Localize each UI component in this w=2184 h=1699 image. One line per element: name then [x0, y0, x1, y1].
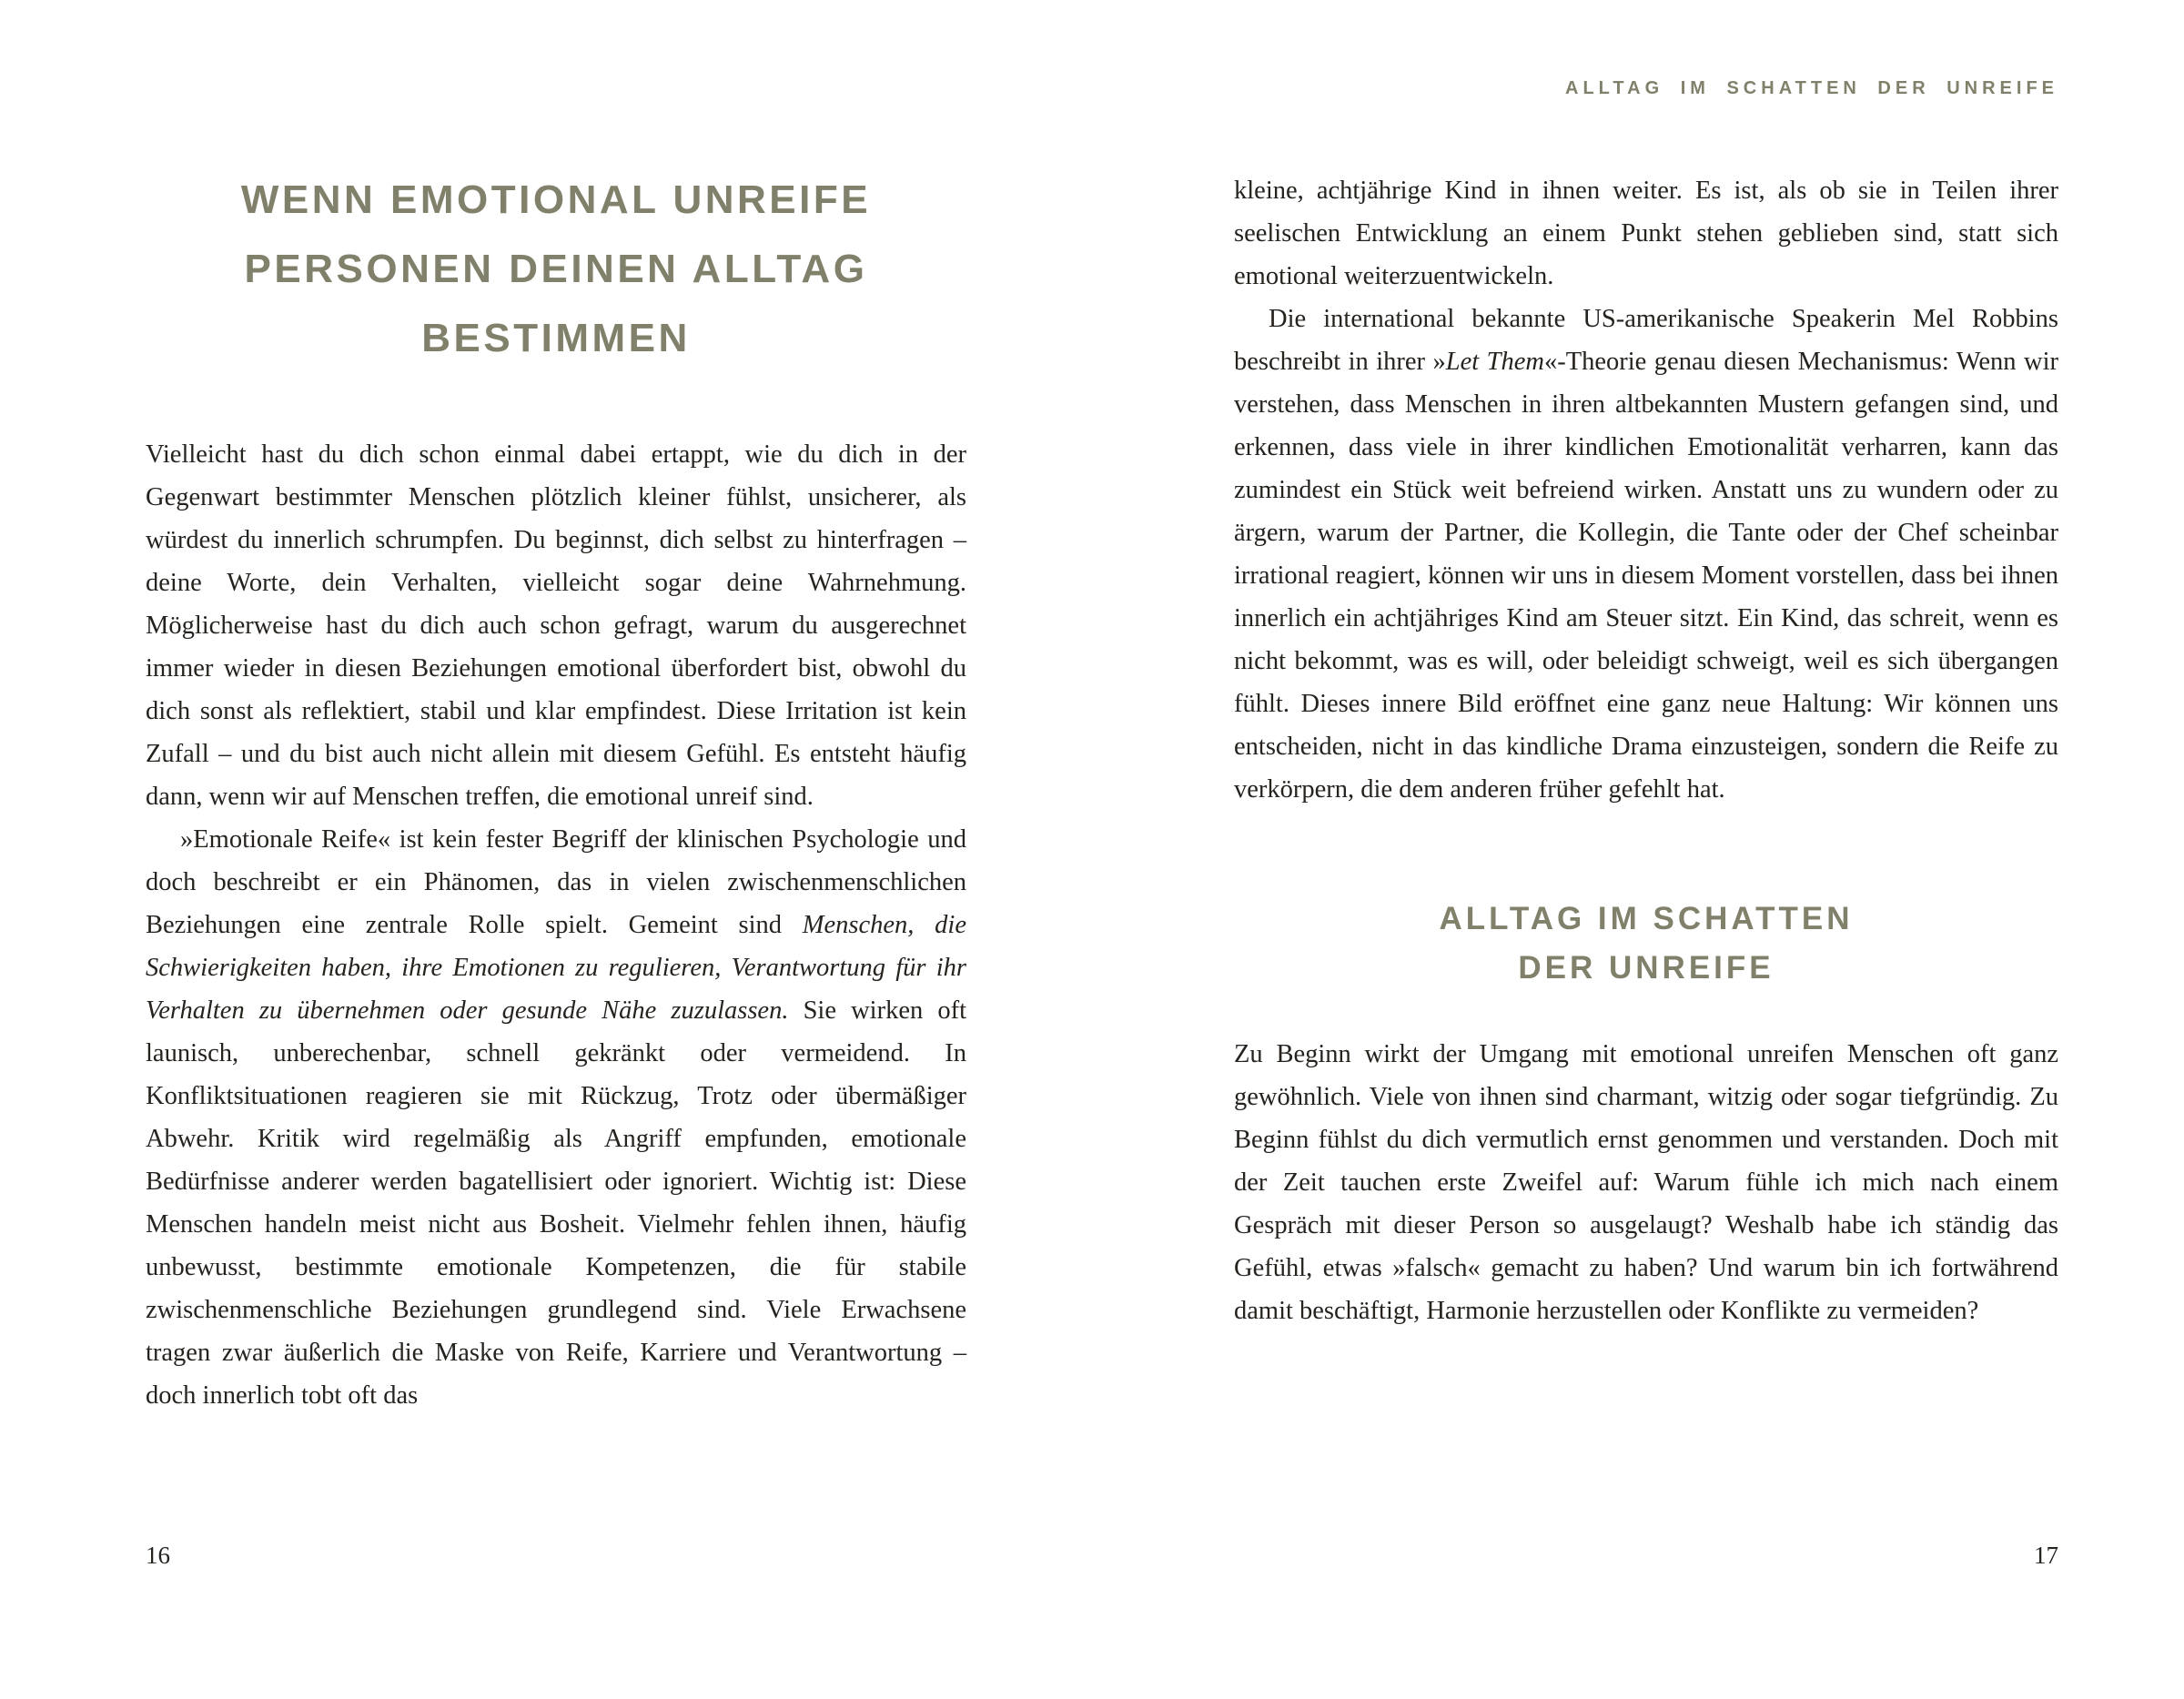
paragraph-segment-italic: Menschen, die Schwierigkeiten haben, ihre Emotionen zu regulieren, Verantwortung für ihr Verhalten zu übernehmen oder gesunde Nähe zuzulassen. — [146, 911, 966, 1025]
paragraph — [1234, 298, 2058, 811]
right-page-body-text-bottom — [1234, 1033, 2058, 1332]
paragraph-segment-italic: Let Them — [1445, 348, 1544, 376]
paragraph-segment: «-Theorie genau diesen Mechanismus: Wenn wir verstehen, dass Menschen in ihren altbekannten Mustern gefangen sind, und erkennen, dass viele in ihrer kindlichen Emotionalität verharren, kann das zumindest ein Stück weit befreiend wirken. Anstatt uns zu wundern oder zu ärgern, warum der Partner, die Kollegin, die Tante oder der Chef scheinbar irrational reagiert, können wir uns in diesem Moment vorstellen, dass bei ihnen innerlich ein achtjähriges Kind am Steuer sitzt. Ein Kind, das schreit, wenn es nicht bekommt, was es will, oder beleidigt schweigt, weil es sich übergangen fühlt. Dieses innere Bild eröffnet eine ganz neue Haltung: Wir können uns entscheiden, nicht in das kindliche Drama einzusteigen, sondern die Reife zu verkörpern, die dem anderen früher gefehlt hat. — [1234, 348, 2058, 804]
chapter-heading-line: BESTIMMEN — [421, 316, 691, 360]
chapter-heading-line: WENN EMOTIONAL UNREIFE — [240, 177, 872, 222]
running-header: ALLTAG IM SCHATTEN DER UNREIFE — [1565, 78, 2058, 98]
section-heading-line: ALLTAG IM SCHATTEN — [1439, 901, 1854, 936]
paragraph — [146, 433, 966, 818]
paragraph-segment: kleine, achtjährige Kind in ihnen weiter. Es ist, als ob sie in Teilen ihrer seelischen Entwicklung an einem Punkt stehen geblieben sind, statt sich emotional weiterzuentwickeln. — [1234, 177, 2058, 290]
paragraph-segment: Vielleicht hast du dich schon einmal dabei ertappt, wie du dich in der Gegenwart bestimmter Menschen plötzlich kleiner fühlst, unsicherer, als würdest du innerlich schrumpfen. Du beginnst, dich selbst zu hinterfragen – deine Worte, dein Verhalten, vielleicht sogar deine Wahrnehmung. Möglicherweise hast du dich auch schon gefragt, warum du ausgerechnet immer wieder in diesen Beziehungen emotional überfordert bist, obwohl du dich sonst als reflektiert, stabil und klar empfindest. Diese Irritation ist kein Zufall – und du bist auch nicht allein mit diesem Gefühl. Es entsteht häufig dann, wenn wir auf Menschen treffen, die emotional unreif sind. — [146, 440, 966, 811]
paragraph — [1234, 1033, 2058, 1332]
paragraph-segment: Zu Beginn wirkt der Umgang mit emotional unreifen Menschen oft ganz gewöhnlich. Viele von ihnen sind charmant, witzig oder sogar tiefgründig. Zu Beginn fühlst du dich vermutlich ernst genommen und verstanden. Doch mit der Zeit tauchen erste Zweifel auf: Warum fühle ich mich nach einem Gespräch mit dieser Person so ausgelaugt? Weshalb habe ich ständig das Gefühl, etwas »falsch« gemacht zu haben? Und warum bin ich fortwährend damit beschäftigt, Harmonie herzustellen oder Konflikte zu vermeiden? — [1234, 1040, 2058, 1325]
section-heading — [1234, 895, 2058, 993]
paragraph-segment: Die international bekannte US-amerikanische Speakerin Mel Robbins beschreibt in ihrer » — [1234, 305, 2058, 376]
chapter-heading — [146, 166, 966, 373]
page-number-right: 17 — [2034, 1542, 2058, 1569]
right-page-body-text-top — [1234, 169, 2058, 811]
page-number-left: 16 — [146, 1542, 170, 1569]
paragraph-segment: »Emotionale Reife« ist kein fester Begriff der klinischen Psychologie und doch beschreibt er ein Phänomen, das in vielen zwischenmenschlichen Beziehungen eine zentrale Rolle spielt. Gemeint sind — [146, 825, 966, 939]
paragraph-segment: Sie wirken oft launisch, unberechenbar, schnell gekränkt oder vermeidend. In Konfliktsituationen reagieren sie mit Rückzug, Trotz oder übermäßiger Abwehr. Kritik wird regelmäßig als Angriff empfunden, emotionale Bedürfnisse anderer werden bagatellisiert oder ignoriert. Wichtig ist: Diese Menschen handeln meist nicht aus Bosheit. Vielmehr fehlen ihnen, häufig unbewusst, bestimmte emotionale Kompetenzen, die für stabile zwischenmenschliche Beziehungen grundlegend sind. Viele Erwachsene tragen zwar äußerlich die Maske von Reife, Karriere und Verantwortung – doch innerlich tobt oft das — [146, 996, 967, 1410]
page-left — [146, 0, 966, 1699]
paragraph — [1234, 169, 2058, 298]
paragraph — [146, 818, 966, 1417]
page-right — [1234, 0, 2058, 1699]
chapter-heading-line: PERSONEN DEINEN ALLTAG — [244, 247, 868, 291]
section-heading-line: DER UNREIFE — [1518, 950, 1774, 986]
left-page-body-text — [146, 433, 966, 1417]
